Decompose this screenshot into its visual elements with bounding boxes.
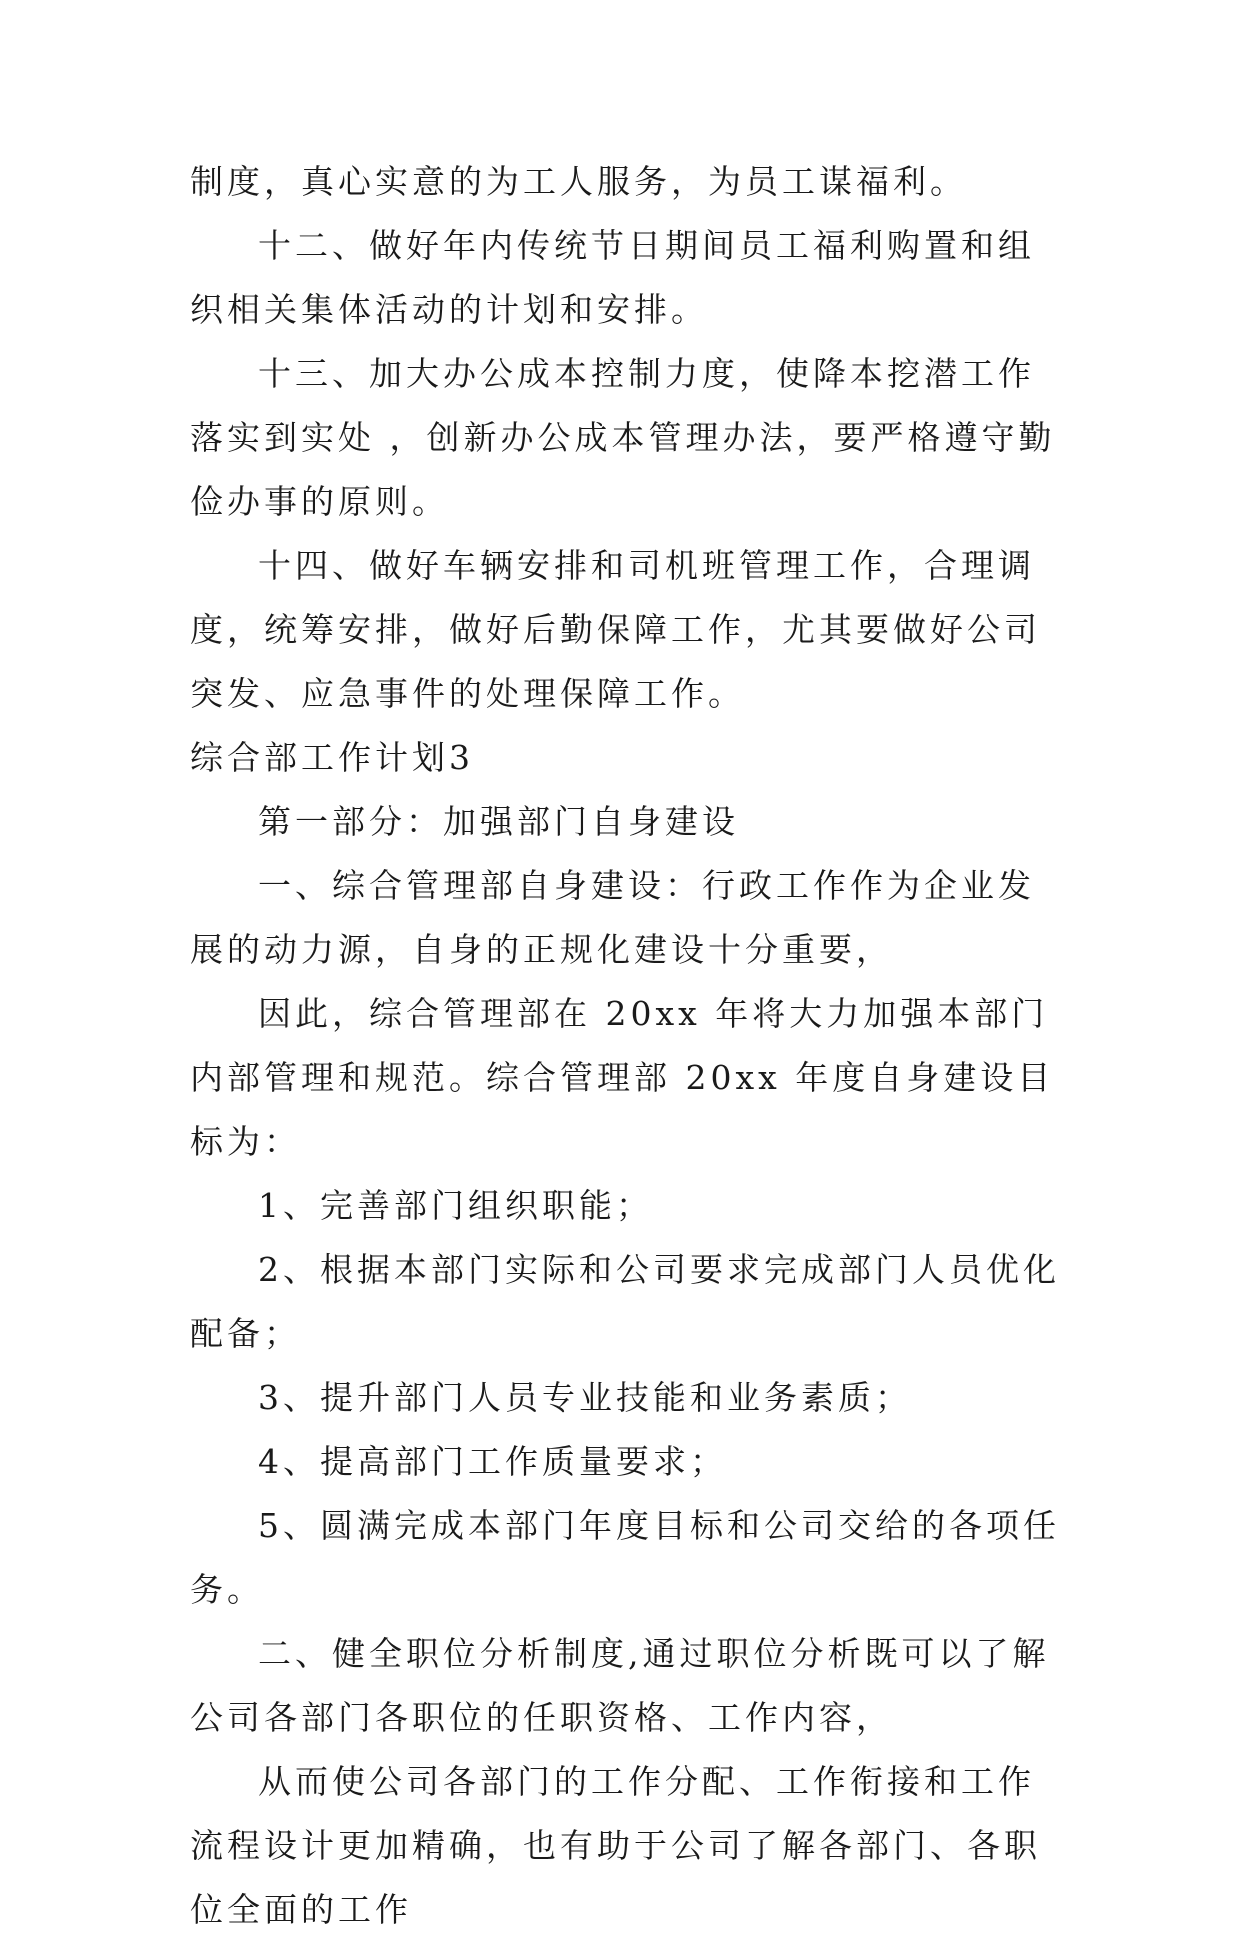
list-item-goal-1: 1、完善部门组织职能； bbox=[258, 1186, 653, 1225]
paragraph-item-12: 十二、做好年内传统节日期间员工福利购置和组织相关集体活动的计划和安排。 bbox=[190, 226, 1035, 329]
part-heading: 第一部分：加强部门自身建设 bbox=[258, 802, 739, 841]
list-item-goal-4: 4、提高部门工作质量要求； bbox=[258, 1442, 727, 1481]
paragraph-intro-continuation: 制度，真心实意的为工人服务，为员工谋福利。 bbox=[190, 162, 967, 201]
paragraph-item-13: 十三、加大办公成本控制力度，使降本挖潜工作落实到实处 ，创新办公成本管理办法，要严格遵守勤俭办事的原则。 bbox=[190, 354, 1056, 521]
section-heading: 综合部工作计划3 bbox=[190, 738, 474, 777]
paragraph-point-2: 二、健全职位分析制度,通过职位分析既可以了解公司各部门各职位的任职资格、工作内容， bbox=[190, 1634, 1050, 1737]
list-item-goal-3: 3、提升部门人员专业技能和业务素质； bbox=[258, 1378, 912, 1417]
list-item-goal-2: 2、根据本部门实际和公司要求完成部门人员优化配备； bbox=[190, 1250, 1060, 1353]
paragraph-goals-intro: 因此，综合管理部在 20xx 年将大力加强本部门内部管理和规范。综合管理部 20xx 年度自身建设目标为： bbox=[190, 994, 1055, 1161]
paragraph-point-2-continued: 从而使公司各部门的工作分配、工作衔接和工作流程设计更加精确，也有助于公司了解各部门、各职位全面的工作 bbox=[190, 1762, 1041, 1929]
list-item-goal-5: 5、圆满完成本部门年度目标和公司交给的各项任务。 bbox=[190, 1506, 1060, 1609]
paragraph-item-14: 十四、做好车辆安排和司机班管理工作，合理调度，统筹安排，做好后勤保障工作，尤其要做好公司突发、应急事件的处理保障工作。 bbox=[190, 546, 1041, 713]
paragraph-point-1: 一、综合管理部自身建设：行政工作作为企业发展的动力源，自身的正规化建设十分重要， bbox=[190, 866, 1035, 969]
document-body bbox=[190, 150, 1070, 1942]
